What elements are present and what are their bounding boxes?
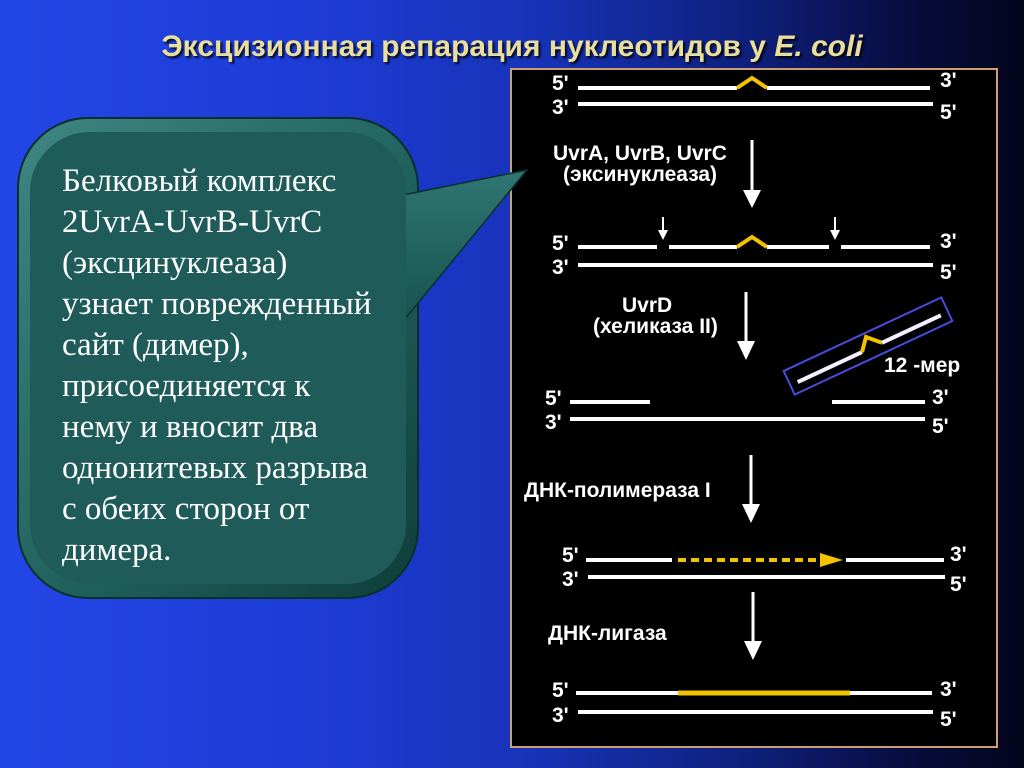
callout-line: узнает поврежденный	[62, 286, 372, 322]
title-organism: E. coli	[774, 30, 863, 63]
callout-line: Белковый комплекс	[62, 163, 337, 199]
step4-synthesis-arrowhead	[820, 553, 843, 567]
step1-top-3prime-label: 3'	[940, 69, 957, 92]
step-arrow-4	[744, 592, 762, 660]
step2-top-3prime-label: 3'	[940, 230, 957, 253]
step-arrow-3-head	[742, 504, 760, 523]
step4-top-5prime-label: 5'	[562, 544, 579, 567]
step3-top-3prime-label: 3'	[932, 386, 949, 409]
step4-bottom-3prime-label: 3'	[562, 568, 579, 591]
step1-bottom-5prime-label: 5'	[940, 101, 957, 124]
step4-gap-filling	[562, 543, 967, 596]
incision-arrow-head	[658, 230, 668, 240]
callout-line: сайт (димер),	[62, 327, 249, 363]
excised-fragment-box	[784, 297, 953, 394]
step2-enzyme-label: UvrD	[622, 294, 673, 317]
step1-dimer-lesion	[737, 78, 767, 88]
step5-bottom-5prime-label: 5'	[940, 708, 957, 731]
step3-top-5prime-label: 5'	[545, 387, 562, 410]
step-arrow-4-head	[744, 641, 762, 660]
callout-line: однонитевых разрыва	[62, 450, 369, 486]
step3-bottom-5prime-label: 5'	[932, 415, 949, 438]
callout-pointer	[396, 170, 527, 330]
step2-enzyme-sublabel: (хеликаза II)	[593, 315, 718, 338]
step-arrow-2	[737, 292, 755, 360]
step4-bottom-5prime-label: 5'	[950, 573, 967, 596]
callout-line: (эксцинуклеаза)	[62, 245, 288, 281]
step4-enzyme-label: ДНК-лигаза	[548, 622, 667, 645]
callout-line: димера.	[62, 532, 172, 568]
excised-fragment	[784, 297, 953, 394]
step1-enzyme-sublabel: (эксинуклеаза)	[563, 163, 718, 186]
diagram-panel	[510, 68, 998, 748]
step2-incised-dna	[552, 217, 957, 284]
step5-top-5prime-label: 5'	[552, 679, 569, 702]
step2-top-5prime-label: 5'	[552, 232, 569, 255]
step1-bottom-3prime-label: 3'	[552, 96, 569, 119]
step3-enzyme-label: ДНК-полимераза I	[524, 479, 711, 502]
step3-bottom-3prime-label: 3'	[545, 411, 562, 434]
callout-line: присоединяется к	[62, 368, 311, 404]
step-arrow-3	[742, 455, 760, 523]
step5-repaired-dna	[552, 678, 957, 731]
step-arrow-1	[743, 140, 761, 208]
callout-text	[62, 161, 371, 571]
step-arrow-1-head	[743, 190, 761, 208]
step1-top-5prime-label: 5'	[552, 72, 569, 95]
callout-line: нему и вносит два	[62, 409, 318, 445]
slide-title	[0, 27, 1024, 67]
excised-fragment-label: 12 -мер	[884, 354, 961, 377]
step5-bottom-3prime-label: 3'	[552, 704, 569, 727]
step2-bottom-5prime-label: 5'	[940, 261, 957, 284]
callout-line: с обеих сторон от	[62, 491, 310, 527]
step1-enzyme-label: UvrA, UvrB, UvrC	[553, 142, 727, 165]
step3-gapped-dna	[545, 386, 949, 438]
incision-arrow-head	[830, 230, 840, 240]
step1-damaged-dna	[552, 69, 957, 124]
step4-top-3prime-label: 3'	[950, 543, 967, 566]
step-arrow-2-head	[737, 341, 755, 360]
title-text: Эксцизионная репарация нуклеотидов у	[161, 30, 766, 63]
incision-arrow-left	[658, 217, 668, 240]
step2-dimer-lesion	[737, 237, 767, 247]
incision-arrow-right	[830, 217, 840, 240]
callout-line: 2UvrA-UvrB-UvrC	[62, 204, 323, 240]
step2-bottom-3prime-label: 3'	[552, 256, 569, 279]
step5-top-3prime-label: 3'	[940, 678, 957, 701]
repair-pathway-diagram	[510, 68, 998, 748]
